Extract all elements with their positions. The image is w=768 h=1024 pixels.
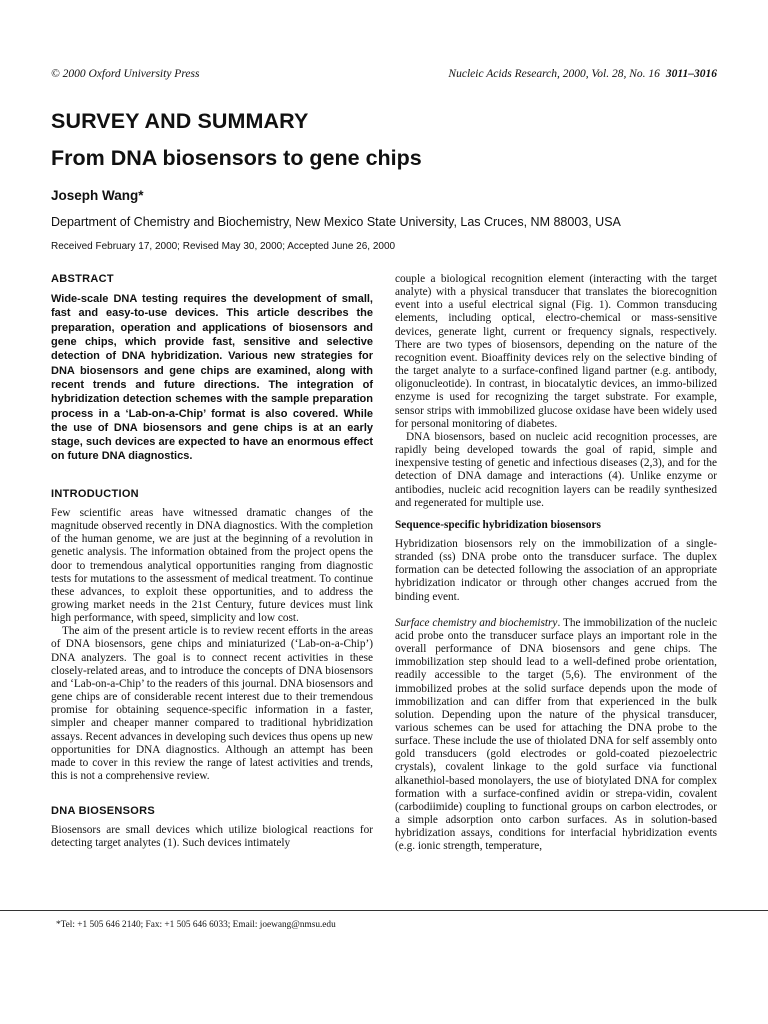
article-category: SURVEY AND SUMMARY xyxy=(51,109,309,133)
dna-biosensor-paragraph: DNA biosensors, based on nucleic acid recognition processes, are rapidly being developed towards the goal of rapid, simple and inexpensive testing of genetic and infectious diseases (2,3), and for the detection of DNA damage and interactions (4). Unlike enzyme or antibodies, nucleic acid recognition layers can be readily synthesized and regenerated for multiple use. xyxy=(395,430,717,509)
introduction-paragraph-2: The aim of the present article is to review recent efforts in the areas of DNA biosensors, gene chips and miniaturized (‘Lab-on-a-Chip’) DNA analyzers. The goal is to connect recent activities in these closely-related areas, and to introduce the concepts of DNA biosensors and ‘Lab-on-a-Chip’ to the readers of this journal. DNA biosensors and gene chips are of considerable recent interest due to their tremendous promise for obtaining sequence-specific information in a faster, simpler and cheaper manner compared to traditional hybridization assays. Recent advances in developing such devices thus opens up new opportunities for DNA diagnostics. Although an attempt has been made to cover in this review the range of latest activities and trends, this is not a comprehensive review. xyxy=(51,625,373,782)
surface-chemistry-text: . The immobilization of the nucleic acid probe onto the transducer surface plays an important role in the overall performance of DNA biosensors and gene chips. The immobilization step should lead to a well-defined probe orientation, readily accessible to the target (5,6). The environment of the immobilized probes at the solid surface depends upon the mode of immobilization and can differ from that experienced in the bulk solution. Depending upon the nature of the physical transducer, various schemes can be used for attaching the DNA probe to the surface. These include the use of thiolated DNA for self assembly onto gold transducers (gold electrodes or gold-coated piezoelectric crystals), covalent linkage to the gold surface via functional alkanethiol-based monolayers, the use of biotylated DNA for complex formation with a surface-confined avidin or strepa-vidin, covalent (carbodiimide) coupling to functional groups on carbon electrodes, or a simple adsorption onto carbon surfaces. As in solution-based hybridization assays, conditions for interfacial hybridization events (e.g. ionic strength, temperature, xyxy=(395,616,717,853)
left-column xyxy=(51,273,373,851)
right-column xyxy=(395,273,717,854)
introduction-heading: INTRODUCTION xyxy=(51,487,139,500)
biosensor-paragraph-continued: couple a biological recognition element (interacting with the target analyte) with a physical transducer that translates the biorecognition event into a useful electrical signal (Fig. 1). Common transducing elements, including optical, electro-chemical or mass-sensitive devices, generate light, current or frequency signals, respectively. There are two types of biosensors, depending on the nature of the recognition event. Bioaffinity devices rely on the selective binding of the target analyte to a surface-confined ligand partner (e.g. antibody, oligonucleotide). In contrast, in biocatalytic devices, an immo-bilized enzyme is used for recognizing the target substrate. For example, sensor strips with immobilized glucose oxidase have been widely used for personal monitoring of diabetes. xyxy=(395,273,717,430)
journal-citation xyxy=(448,68,717,80)
journal-reference: Nucleic Acids Research, 2000, Vol. 28, No. 16 xyxy=(448,68,660,80)
page-range: 3011–3016 xyxy=(665,68,717,80)
copyright-notice: © 2000 Oxford University Press xyxy=(51,68,200,80)
author-contact-footnote: *Tel: +1 505 646 2140; Fax: +1 505 646 6033; Email: joewang@nmsu.edu xyxy=(56,920,336,930)
surface-chemistry-paragraph xyxy=(395,617,717,854)
surface-chemistry-run-in-head: Surface chemistry and biochemistry xyxy=(395,616,558,629)
author-name: Joseph Wang* xyxy=(51,188,144,203)
abstract-heading: ABSTRACT xyxy=(51,273,114,285)
footnote-divider xyxy=(0,910,768,911)
running-header xyxy=(51,68,717,84)
dna-biosensors-heading: DNA BIOSENSORS xyxy=(51,805,156,818)
abstract-text: Wide-scale DNA testing requires the development of small, fast and easy-to-use devices. This article describes the preparation, operation and applications of biosensors and gene chips, which provide fast, sensitive and selective detection of DNA hybridization. Various new strategies for DNA biosensors and gene chips are examined, along with recent trends and future directions. The integration of hybridization detection schemes with the sample preparation process in a ‘Lab-on-a-Chip’ format is also covered. While the use of DNA biosensors and gene chips is at an early stage, such devices are expected to have an enormous effect on future DNA diagnostics. xyxy=(51,293,373,463)
article-title: From DNA biosensors to gene chips xyxy=(51,146,422,170)
author-affiliation: Department of Chemistry and Biochemistry, New Mexico State University, Las Cruces, NM 88003, USA xyxy=(51,215,621,229)
received-dates: Received February 17, 2000; Revised May 30, 2000; Accepted June 26, 2000 xyxy=(51,241,396,252)
dna-biosensors-paragraph-1: Biosensors are small devices which utilize biological reactions for detecting target analytes (1). Such devices intimately xyxy=(51,824,373,850)
introduction-paragraph-1: Few scientific areas have witnessed dramatic changes of the magnitude observed recently in DNA diagnostics. With the completion of the human genome, we are just at the beginning of a revolution in genetic analysis. The information obtained from the project opens the door to tremendous analytical opportunities ranging from diagnostic tests for mutations to the assessment of medical treatment. To continue these advances, to exploit these opportunities, and to address the growing market needs in the 21st Century, future devices must link high performance, with speed, simplicity and low cost. xyxy=(51,506,373,625)
hybridization-paragraph: Hybridization biosensors rely on the immobilization of a single-stranded (ss) DNA probe onto the transducer surface. The duplex formation can be detected following the association of an appropriate hybridization indicator or through other changes accrued from the binding event. xyxy=(395,537,717,603)
hybridization-subheading: Sequence-specific hybridization biosensors xyxy=(395,518,601,531)
